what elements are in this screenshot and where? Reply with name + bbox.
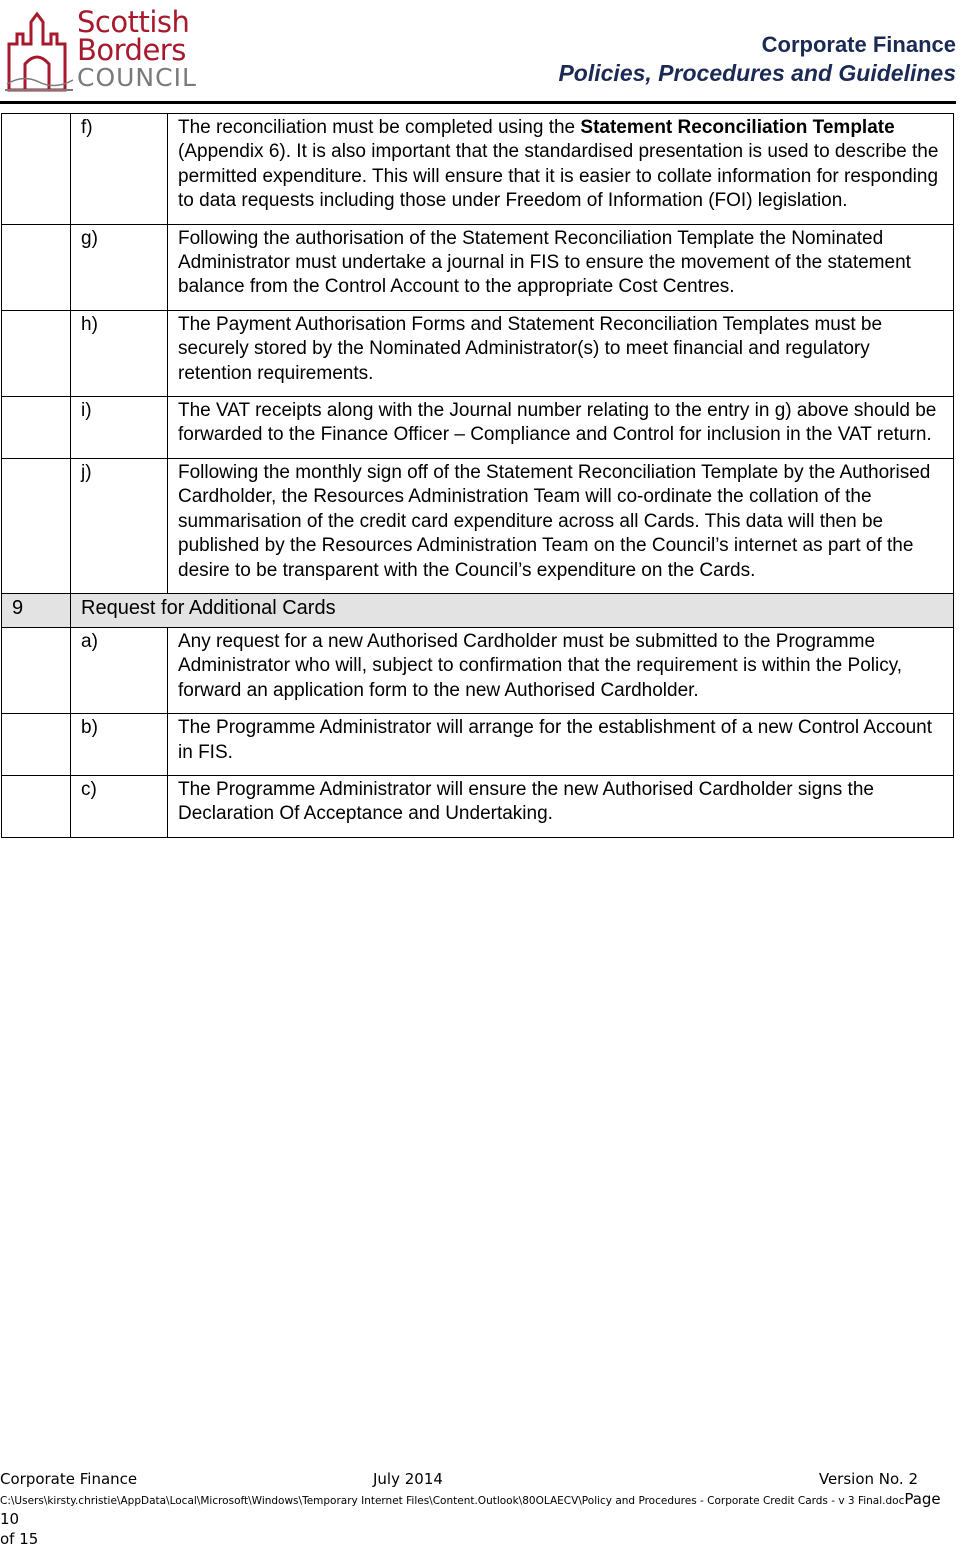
page-footer <box>0 1470 960 1548</box>
item-letter: c) <box>71 775 168 837</box>
table-row <box>2 310 954 396</box>
castle-crest-icon <box>3 4 77 94</box>
blank-cell <box>2 397 71 459</box>
blank-cell <box>2 114 71 225</box>
item-letter: f) <box>71 114 168 225</box>
item-text-segment: (Appendix 6). It is also important that the standardised presentation is used to describe the permitted expenditure. This will ensure that it is easier to collate information for responding to data requests including those under Freedom of Information (FOI) legislation. <box>178 141 939 212</box>
section-heading-row <box>2 593 954 627</box>
table-row <box>2 397 954 459</box>
item-text: Any request for a new Authorised Cardholder must be submitted to the Programme Administrator who will, subject to confirmation that the requirement is within the Policy, forward an application form to the new Authorised Cardholder. <box>168 627 954 713</box>
footer-page-number: Page 10 <box>0 1490 941 1528</box>
logo-line-1: Scottish <box>77 5 190 39</box>
item-text: The Programme Administrator will ensure the new Authorised Cardholder signs the Declaration Of Acceptance and Undertaking. <box>168 775 954 837</box>
table-row <box>2 627 954 713</box>
footer-date: July 2014 <box>373 1470 443 1488</box>
footer-line <box>0 1470 960 1490</box>
item-letter: j) <box>71 458 168 593</box>
footer-page-total: of 15 <box>0 1530 39 1548</box>
table-row <box>2 714 954 776</box>
item-text: The Programme Administrator will arrange for the establishment of a new Control Account in FIS. <box>168 714 954 776</box>
table-row <box>2 224 954 310</box>
item-letter: i) <box>71 397 168 459</box>
item-text <box>168 114 954 225</box>
logo-wordmark <box>77 5 197 92</box>
blank-cell <box>2 714 71 776</box>
header-title-line-1: Corporate Finance <box>761 32 956 57</box>
item-letter: a) <box>71 627 168 713</box>
footer-department: Corporate Finance <box>0 1470 138 1488</box>
blank-cell <box>2 458 71 593</box>
council-logo <box>3 4 203 96</box>
blank-cell <box>2 775 71 837</box>
item-text-segment: The reconciliation must be completed using the <box>178 117 581 138</box>
item-letter: b) <box>71 714 168 776</box>
item-text: Following the monthly sign off of the Statement Reconciliation Template by the Authorised Cardholder, the Resources Administration Team will co-ordinate the collation of the summarisation of the credit card expenditure across all Cards. This data will then be published by the Resources Administration Team on the Council’s internet as part of the desire to be transparent with the Council’s expenditure on the Cards. <box>168 458 954 593</box>
item-letter: h) <box>71 310 168 396</box>
item-letter: g) <box>71 224 168 310</box>
procedure-table <box>1 113 954 838</box>
procedure-table-body <box>2 114 954 838</box>
document-header-title <box>558 32 956 88</box>
header-title-line-2: Policies, Procedures and Guidelines <box>558 60 956 86</box>
footer-path-line <box>0 1490 960 1530</box>
blank-cell <box>2 627 71 713</box>
logo-line-2: Borders <box>77 33 186 67</box>
header-rule <box>0 101 956 104</box>
section-title: Request for Additional Cards <box>71 593 954 627</box>
logo-line-3: COUNCIL <box>77 63 197 92</box>
section-number: 9 <box>2 593 71 627</box>
item-text: Following the authorisation of the Statement Reconciliation Template the Nominated Administrator must undertake a journal in FIS to ensure the movement of the statement balance from the Control Account to the appropriate Cost Centres. <box>168 224 954 310</box>
footer-version: Version No. 2 <box>818 1470 918 1488</box>
item-text-bold-segment: Statement Reconciliation Template <box>580 117 895 138</box>
blank-cell <box>2 310 71 396</box>
table-row <box>2 775 954 837</box>
table-row <box>2 458 954 593</box>
item-text: The Payment Authorisation Forms and Statement Reconciliation Templates must be securely stored by the Nominated Administrator(s) to meet financial and regulatory retention requirements. <box>168 310 954 396</box>
table-row <box>2 114 954 225</box>
footer-file-path: C:\Users\kirsty.christie\AppData\Local\Microsoft\Windows\Temporary Internet Files\Content.Outlook\80OLAECV\Policy and Procedures - Corporate Credit Cards - v 3 Final.doc <box>0 1495 905 1507</box>
blank-cell <box>2 224 71 310</box>
item-text: The VAT receipts along with the Journal number relating to the entry in g) above should be forwarded to the Finance Officer – Compliance and Control for inclusion in the VAT return. <box>168 397 954 459</box>
